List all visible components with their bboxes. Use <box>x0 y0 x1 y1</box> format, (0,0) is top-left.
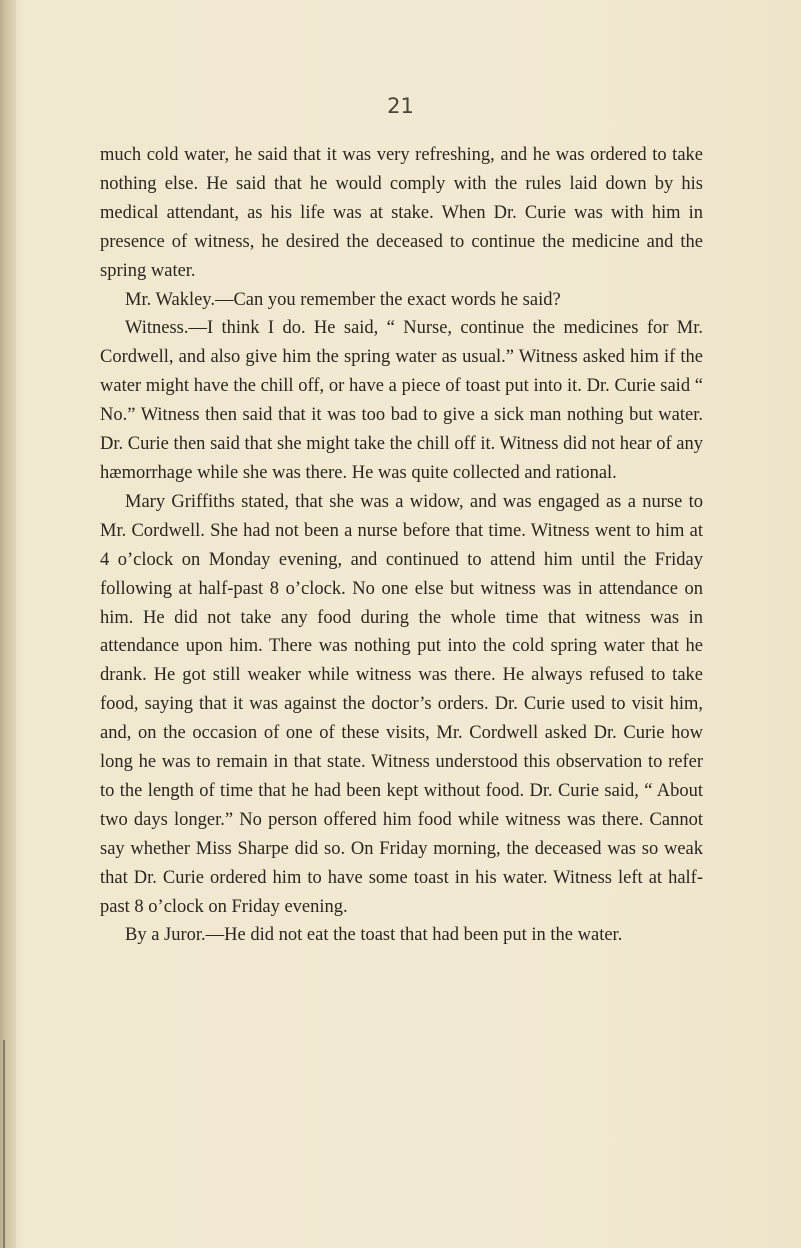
paragraph-continuation: much cold water, he said that it was very refreshing, and he was ordered to take nothing else. He said that he would comply with the rules laid down by his medical attendant, as his life was at stake. When Dr. Curie was with him in presence of witness, he desired the deceased to continue the medicine and the spring water. <box>100 145 703 281</box>
page-number: 21 <box>387 94 414 118</box>
body-text <box>100 141 703 950</box>
paragraph-witness-answer: Witness.—I think I do. He said, “ Nurse, continue the medicines for Mr. Cordwell, and also give him the spring water as usual.” Witness asked him if the water might have the chill off, or have a piece of toast put into it. Dr. Curie said “ No.” Witness then said that it was too bad to give a sick man nothing but water. Dr. Curie then said that she might take the chill off it. Witness did not hear of any hæmorrhage while she was there. He was quite collected and rational. <box>100 318 703 483</box>
gutter-shadow-line <box>3 1040 5 1248</box>
paragraph-juror: By a Juror.—He did not eat the toast that had been put in the water. <box>125 925 623 946</box>
paragraph-mary-griffiths: Mary Griffiths stated, that she was a widow, and was engaged as a nurse to Mr. Cordwell. She had not been a nurse before that time. Witness went to him at 4 o’clock on Monday evening, and continued to attend him until the Friday following at half-past 8 o’clock. No one else but witness was in attendance on him. He did not take any food during the whole time that witness was in attendance upon him. There was nothing put into the cold spring water that he drank. He got still weaker while witness was there. He always refused to take food, saying that it was against the doctor’s orders. Dr. Curie used to visit him, and, on the occasion of one of these visits, Mr. Cordwell asked Dr. Curie how long he was to remain in that state. Witness understood this observation to refer to the length of time that he had been kept without food. Dr. Curie said, “ About two days longer.” No person offered him food while witness was there. Cannot say whether Miss Sharpe did so. On Friday morning, the deceased was so weak that Dr. Curie ordered him to have some toast in his water. Witness left at half-past 8 o’clock on Friday evening. <box>100 491 703 917</box>
paragraph-wakley-question: Mr. Wakley.—Can you remember the exact words he said? <box>125 289 561 310</box>
